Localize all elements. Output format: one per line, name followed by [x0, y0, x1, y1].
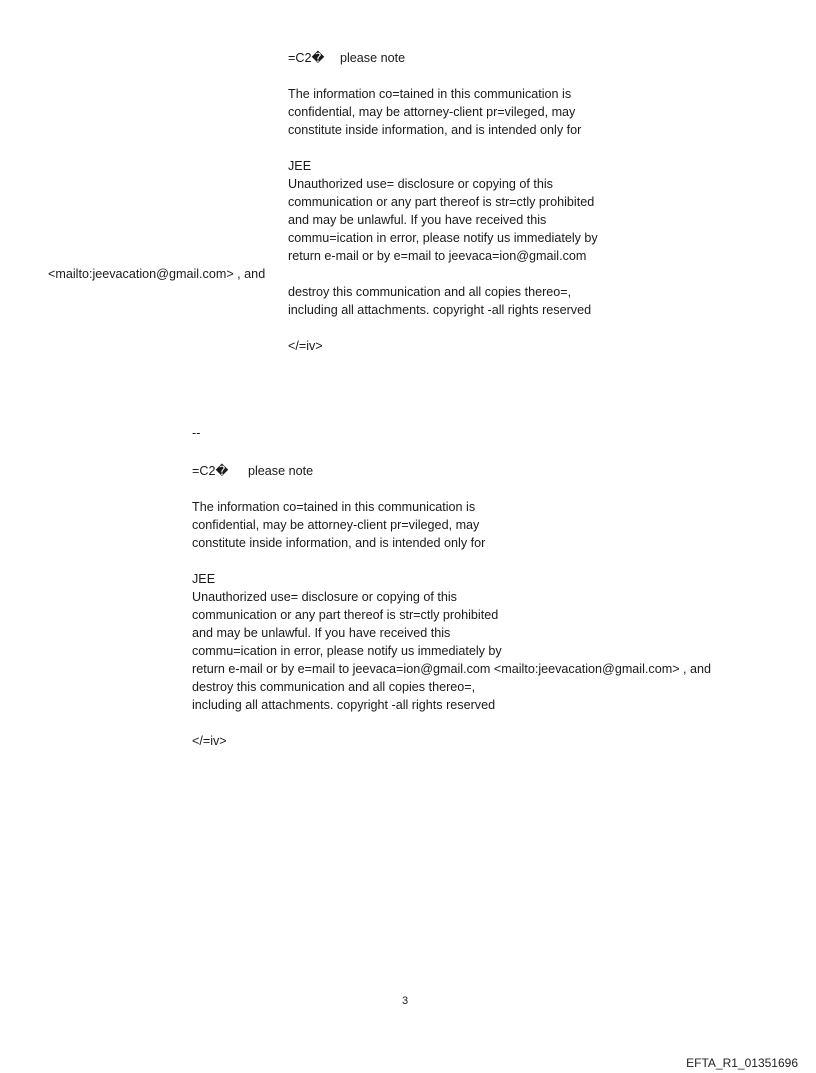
- note-label: please note: [248, 464, 314, 478]
- mailto-line: <mailto:jeevacation@gmail.com> , and: [48, 267, 266, 281]
- note-marker: =C2�: [288, 51, 325, 65]
- text-line: return e-mail or by e=mail to jeevaca=ion@gmail.com: [288, 249, 587, 263]
- text-line: and may be unlawful. If you have received this: [192, 626, 451, 640]
- text-line: confidential, may be attorney-client pr=vileged, may: [192, 518, 480, 532]
- note-label: please note: [340, 51, 406, 65]
- text-line: return e-mail or by e=mail to jeevaca=ion@gmail.com <mailto:jeevacation@gmail.com> , and: [192, 662, 712, 676]
- text-line: Unauthorized use= disclosure or copying of this: [192, 590, 457, 604]
- note-heading: [288, 49, 405, 67]
- signature-separator: --: [192, 426, 201, 440]
- text-line: The information co=tained in this communication is: [288, 87, 572, 101]
- text-line: JEE: [288, 159, 312, 173]
- text-line: constitute inside information, and is intended only for: [192, 536, 486, 550]
- note-marker: =C2�: [192, 464, 229, 478]
- text-line: confidential, may be attorney-client pr=vileged, may: [288, 105, 576, 119]
- document-id: EFTA_R1_01351696: [686, 1056, 798, 1070]
- text-line: including all attachments. copyright -all rights reserved: [192, 698, 496, 712]
- text-line: communication or any part thereof is str=ctly prohibited: [192, 608, 499, 622]
- text-line: and may be unlawful. If you have received this: [288, 213, 547, 227]
- closing-tag: </=iv>: [192, 734, 227, 748]
- text-line: commu=ication in error, please notify us immediately by: [192, 644, 502, 658]
- text-line: including all attachments. copyright -all rights reserved: [288, 303, 592, 317]
- text-line: JEE: [192, 572, 216, 586]
- text-line: commu=ication in error, please notify us immediately by: [288, 231, 598, 245]
- note-heading: [192, 462, 313, 480]
- closing-tag: </=iv>: [288, 339, 323, 353]
- text-line: constitute inside information, and is intended only for: [288, 123, 582, 137]
- text-line: Unauthorized use= disclosure or copying of this: [288, 177, 553, 191]
- text-line: communication or any part thereof is str=ctly prohibited: [288, 195, 595, 209]
- page-number: 3: [402, 995, 409, 1007]
- text-line: destroy this communication and all copies thereo=,: [288, 285, 572, 299]
- text-line: destroy this communication and all copies thereo=,: [192, 680, 476, 694]
- text-line: The information co=tained in this communication is: [192, 500, 476, 514]
